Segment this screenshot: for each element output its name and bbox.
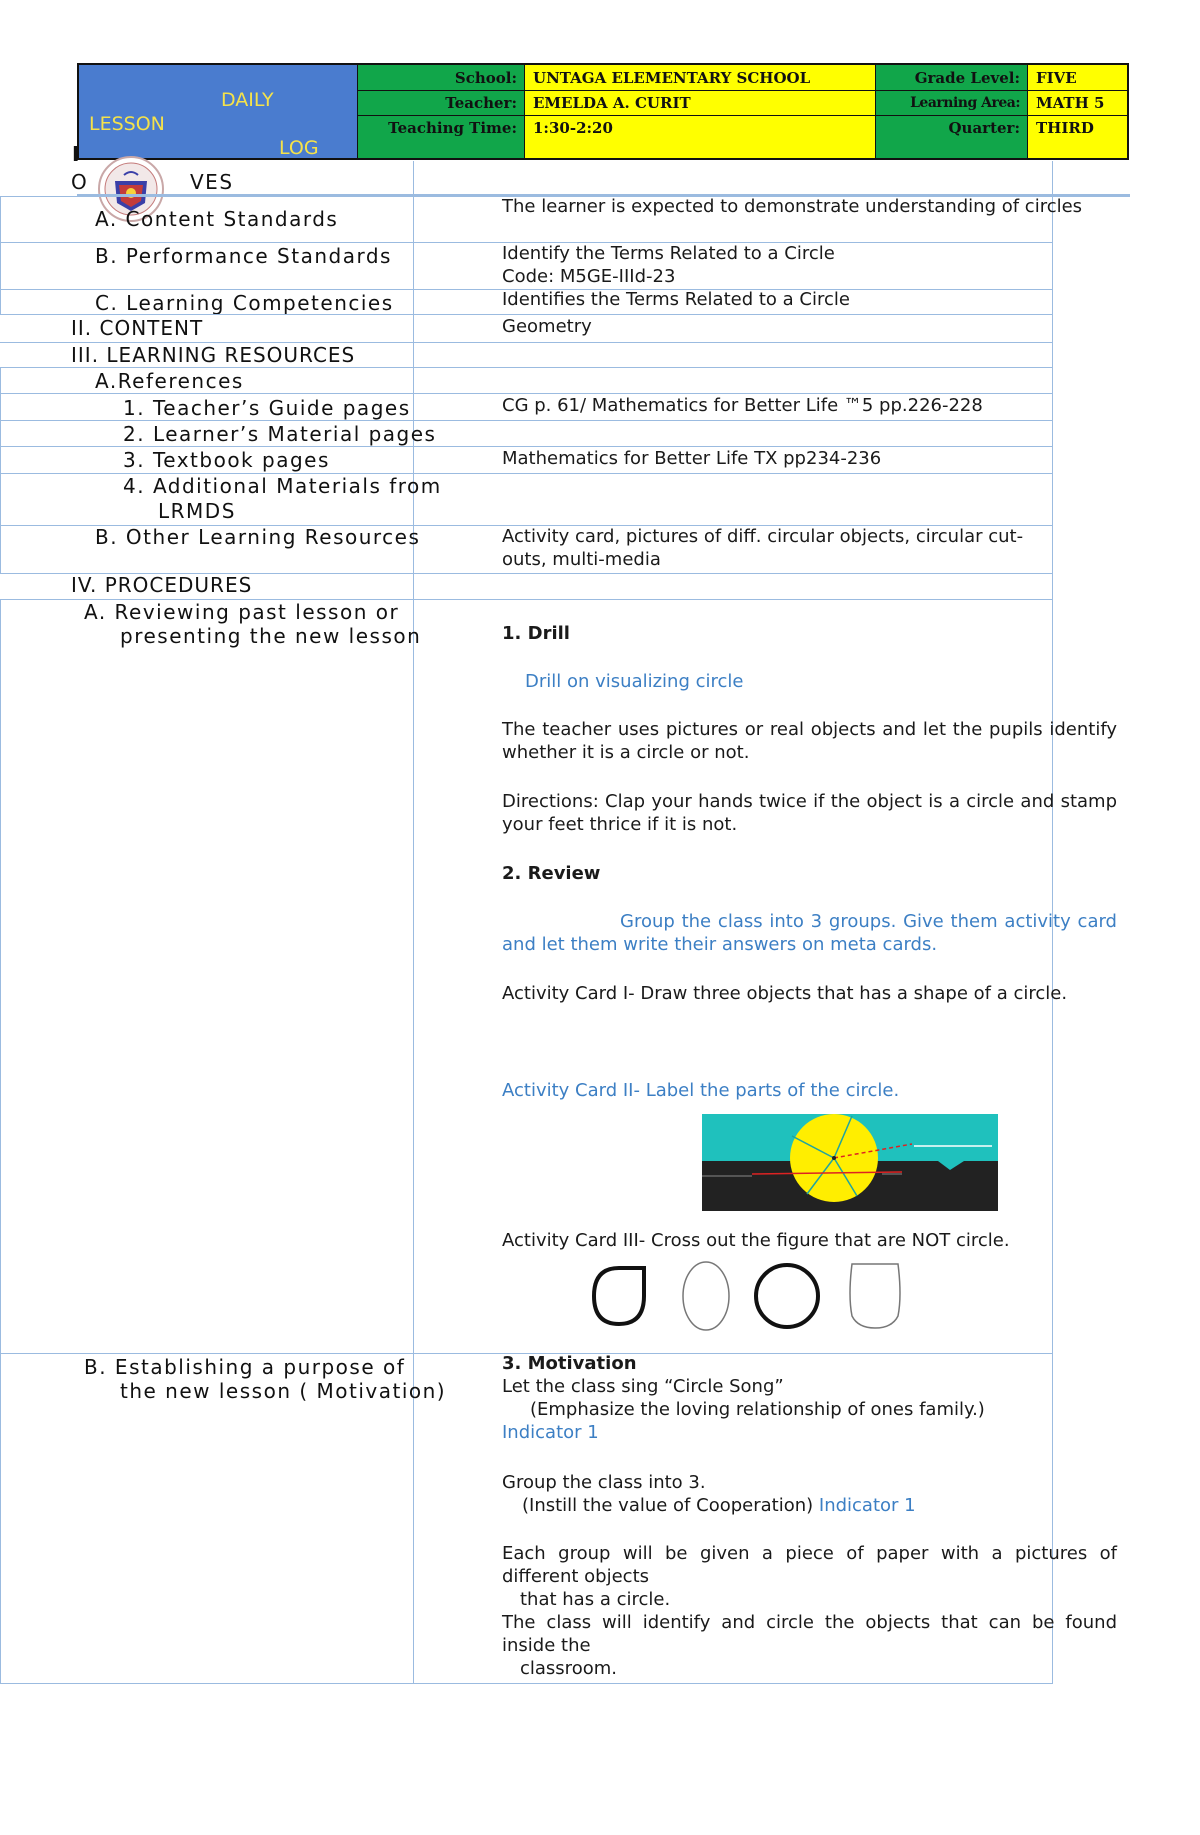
motivation-line-8: classroom. bbox=[520, 1658, 617, 1679]
objectives-heading: VES bbox=[190, 170, 234, 194]
motivation-line-2: (Emphasize the loving relationship of ones family.) bbox=[530, 1399, 985, 1420]
performance-standards-value-2: Code: M5GE-IIId-23 bbox=[502, 266, 676, 287]
learners-material-label: 2. Learner’s Material pages bbox=[123, 422, 437, 446]
performance-standards-value-1: Identify the Terms Related to a Circle bbox=[502, 243, 835, 264]
additional-materials-label-1: 4. Additional Materials from bbox=[123, 474, 442, 498]
references-label: A.References bbox=[95, 369, 244, 393]
grade-level-label: Grade Level: bbox=[914, 69, 1020, 87]
title-lesson: LESSON bbox=[89, 113, 165, 135]
learning-area-value: MATH 5 bbox=[1036, 94, 1105, 112]
reviewing-label-2: presenting the new lesson bbox=[120, 624, 422, 648]
activity-card-3: Activity Card III- Cross out the figure that are NOT circle. bbox=[502, 1230, 1010, 1251]
teachers-guide-label: 1. Teacher’s Guide pages bbox=[123, 396, 411, 420]
other-resources-value-2: outs, multi-media bbox=[502, 549, 661, 570]
daily-lesson-log-title bbox=[79, 65, 357, 158]
procedures-label: IV. PROCEDURES bbox=[71, 573, 253, 597]
learning-competencies-label: C. Learning Competencies bbox=[95, 291, 394, 315]
title-daily: DAILY bbox=[221, 89, 274, 111]
motivation-indicator-1: Indicator 1 bbox=[502, 1422, 599, 1443]
drill-title: 1. Drill bbox=[502, 623, 570, 644]
review-title: 2. Review bbox=[502, 863, 601, 884]
other-resources-label: B. Other Learning Resources bbox=[95, 525, 421, 549]
learning-area-label: Learning Area: bbox=[910, 95, 1020, 111]
quarter-label: Quarter: bbox=[948, 119, 1020, 137]
teachers-guide-value: CG p. 61/ Mathematics for Better Life ™5 pp.226-228 bbox=[502, 395, 983, 416]
content-standards-value: The learner is expected to demonstrate understanding of circles bbox=[502, 196, 1083, 217]
motivation-label-1: B. Establishing a purpose of bbox=[84, 1355, 406, 1379]
additional-materials-label-2: LRMDS bbox=[158, 499, 236, 523]
title-log: LOG bbox=[279, 137, 319, 159]
motivation-line-3: Group the class into 3. bbox=[502, 1472, 706, 1493]
teaching-time-label: Teaching Time: bbox=[388, 119, 517, 137]
motivation-line-4 bbox=[522, 1494, 1137, 1517]
content-value: Geometry bbox=[502, 316, 592, 337]
motivation-line-5: Each group will be given a piece of paper with a pictures of different objects bbox=[502, 1543, 1117, 1587]
motivation-line-7: The class will identify and circle the objects that can be found inside the bbox=[502, 1612, 1117, 1656]
activity-card-1: Activity Card I- Draw three objects that has a shape of a circle. bbox=[502, 983, 1068, 1004]
motivation-line-6: that has a circle. bbox=[520, 1589, 671, 1610]
cooperation-text: (Instill the value of Cooperation) bbox=[522, 1495, 814, 1516]
teacher-label: Teacher: bbox=[445, 94, 517, 112]
school-label: School: bbox=[454, 69, 517, 87]
content-standards-label: A. Content Standards bbox=[95, 207, 339, 231]
motivation-indicator-2: Indicator 1 bbox=[818, 1495, 916, 1516]
circle-parts-picture bbox=[702, 1114, 998, 1211]
drill-text: The teacher uses pictures or real objects and let the pupils identify whether it is a circle or not. bbox=[502, 719, 1117, 763]
rounded-rect-shape-icon bbox=[850, 1264, 900, 1328]
objectives-o-letter: O bbox=[71, 170, 89, 194]
review-text: Group the class into 3 groups. Give them activity card and let them write their answers on meta cards. bbox=[502, 911, 1117, 955]
quarter-value: THIRD bbox=[1036, 119, 1094, 137]
teardrop-shape-icon bbox=[594, 1268, 644, 1324]
shapes-to-cross-out bbox=[586, 1256, 906, 1334]
school-value: UNTAGA ELEMENTARY SCHOOL bbox=[533, 69, 811, 87]
textbook-pages-label: 3. Textbook pages bbox=[123, 448, 330, 472]
header-table bbox=[77, 63, 1129, 160]
motivation-label-2: the new lesson ( Motivation) bbox=[120, 1379, 447, 1403]
drill-directions: Directions: Clap your hands twice if the object is a circle and stamp your feet thrice if it is not. bbox=[502, 791, 1117, 835]
objectives-row bbox=[0, 161, 1053, 195]
textbook-pages-value: Mathematics for Better Life TX pp234-236 bbox=[502, 448, 882, 469]
grade-level-value: FIVE bbox=[1036, 69, 1077, 87]
learning-competencies-value: Identifies the Terms Related to a Circle bbox=[502, 289, 850, 310]
teaching-time-value: 1:30-2:20 bbox=[533, 119, 613, 137]
activity-card-2: Activity Card II- Label the parts of the circle. bbox=[502, 1080, 900, 1101]
drill-subtitle: Drill on visualizing circle bbox=[525, 671, 744, 692]
learning-resources-label: III. LEARNING RESOURCES bbox=[71, 343, 356, 367]
section-i-letter: I bbox=[72, 142, 81, 166]
oval-shape-icon bbox=[683, 1262, 729, 1330]
performance-standards-label: B. Performance Standards bbox=[95, 244, 392, 268]
circle-shape-icon bbox=[756, 1265, 818, 1327]
motivation-title: 3. Motivation bbox=[502, 1353, 637, 1374]
other-resources-value-1: Activity card, pictures of diff. circular objects, circular cut- bbox=[502, 526, 1024, 547]
reviewing-label-1: A. Reviewing past lesson or bbox=[84, 600, 400, 624]
teacher-value: EMELDA A. CURIT bbox=[533, 94, 691, 112]
content-label: II. CONTENT bbox=[71, 316, 204, 340]
motivation-line-1: Let the class sing “Circle Song” bbox=[502, 1376, 784, 1397]
